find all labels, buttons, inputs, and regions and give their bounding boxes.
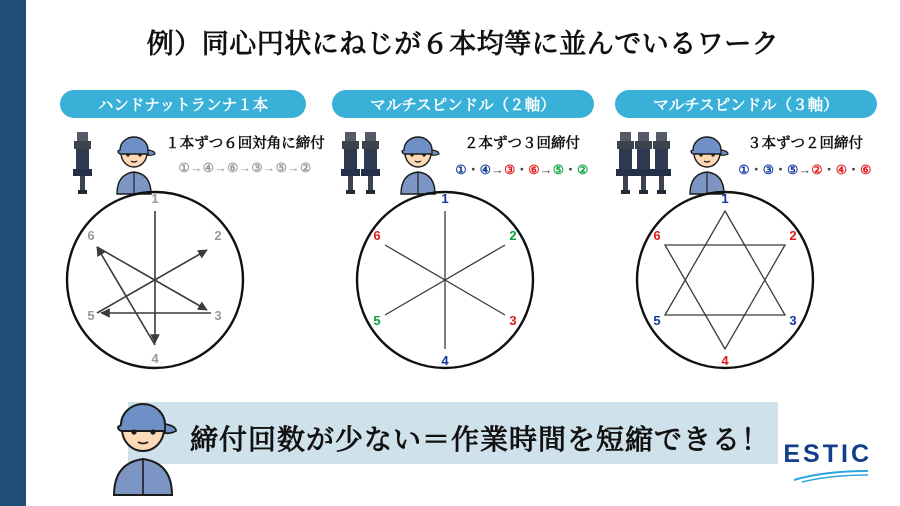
column-header-1: ハンドナットランナ１本 xyxy=(60,90,306,118)
summary-banner-text: 締付回数が少ない＝作業時間を短縮できる！ xyxy=(190,424,771,455)
screw-label-3: 3 xyxy=(509,313,517,328)
screw-label-1: 1 xyxy=(151,191,159,206)
work-circle-diagram-2 xyxy=(345,185,545,380)
screw-label-6: 6 xyxy=(87,228,95,243)
screw-label-2: 2 xyxy=(214,228,222,243)
work-circle-diagram-3 xyxy=(625,185,825,380)
instruction-text-1: １本ずつ６回対角に締付 xyxy=(165,136,325,152)
instruction-text-2: ２本ずつ３回締付 xyxy=(464,136,580,152)
screw-label-3: 3 xyxy=(789,313,797,328)
screw-label-4: 4 xyxy=(441,353,449,368)
screw-label-1: 1 xyxy=(721,191,729,206)
sequence-text-1: ①→④→⑥→③→⑤→② xyxy=(178,161,312,175)
screw-label-6: 6 xyxy=(373,228,381,243)
estic-logo-text: ESTIC xyxy=(783,440,872,468)
worker-illustration-banner xyxy=(100,396,186,496)
screw-label-5: 5 xyxy=(87,308,95,323)
page-title: 例）同心円状にねじが６本均等に並んでいるワーク xyxy=(146,29,780,59)
column-header-3: マルチスピンドル（３軸） xyxy=(615,90,877,118)
instruction-block-3 xyxy=(720,132,890,178)
instruction-block-1 xyxy=(165,132,325,175)
column-single-nutrunner xyxy=(45,90,325,200)
screw-label-5: 5 xyxy=(373,313,381,328)
screw-label-5: 5 xyxy=(653,313,661,328)
left-accent-bar xyxy=(0,0,26,506)
column-header-2: マルチスピンドル（２軸） xyxy=(332,90,594,118)
screw-label-4: 4 xyxy=(151,351,159,366)
work-circle-diagram-1 xyxy=(55,185,255,380)
screw-label-2: 2 xyxy=(509,228,517,243)
sequence-text-2: ①・④→③・⑥→⑤・② xyxy=(455,163,589,177)
instruction-block-2 xyxy=(437,132,607,178)
screw-label-3: 3 xyxy=(214,308,222,323)
logo-swoosh-icon xyxy=(792,469,872,483)
screw-label-4: 4 xyxy=(721,353,729,368)
column-multi-spindle-2axis xyxy=(325,90,601,200)
column-multi-spindle-3axis xyxy=(608,90,884,200)
screw-label-2: 2 xyxy=(789,228,797,243)
screw-label-1: 1 xyxy=(441,191,449,206)
instruction-text-3: ３本ずつ２回締付 xyxy=(747,136,863,152)
estic-logo xyxy=(783,440,872,488)
screw-label-6: 6 xyxy=(653,228,661,243)
sequence-text-3: ①・③・⑤→②・④・⑥ xyxy=(738,163,872,177)
